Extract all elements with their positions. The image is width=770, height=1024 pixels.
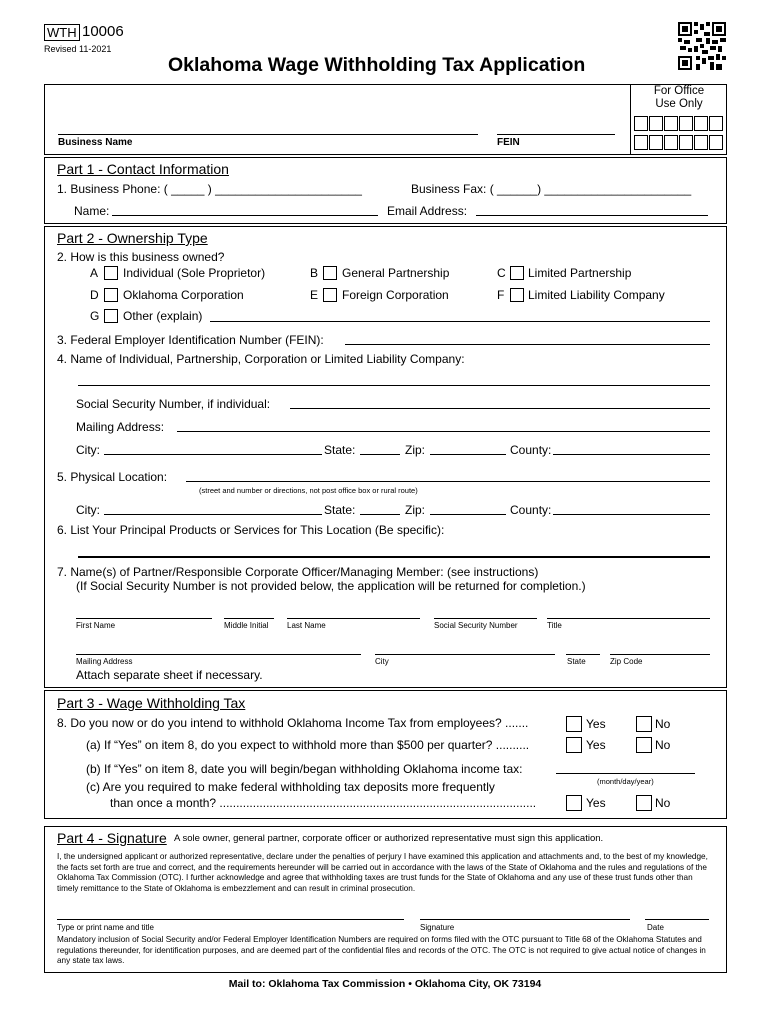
contact-name-label: Name: — [74, 204, 110, 218]
q2-label: 2. How is this business owned? — [57, 250, 225, 264]
partner-zip-line[interactable] — [610, 654, 710, 655]
q8a-yes-label: Yes — [586, 738, 606, 752]
q7-label: 7. Name(s) of Partner/Responsible Corporate Officer/Managing Member: (see instructions) — [57, 565, 539, 579]
part4-title: Part 4 - Signature — [57, 830, 167, 846]
declaration-text: I, the undersigned applicant or authorized representative, declare under the penalties of perjury I have examined this application and attachments and, to the best of my knowledge, the facts set forth are true and correct, and the requirements hereunder will be carried out in accordance with the laws of the State of Oklahoma and the rules and regulations of the Oklahoma Tax Commission (OTC). I further acknowledge and agree that withholding taxes are trust funds for the State of Oklahoma and any use of these trust funds other than timely remittance to the State of Oklahoma is embezzlement and can result in criminal prosecution. — [57, 852, 708, 893]
mailing-zip-label: Zip: — [405, 443, 426, 457]
option-e-checkbox[interactable] — [323, 288, 337, 302]
middle-initial-label: Middle Initial — [224, 621, 269, 630]
q8c-yes-checkbox[interactable] — [566, 795, 582, 811]
q8b-date-note: (month/day/year) — [597, 777, 654, 786]
office-use-cell — [649, 135, 663, 150]
part2-title: Part 2 - Ownership Type — [57, 230, 208, 246]
q8c-yes-label: Yes — [586, 796, 606, 810]
partner-ssn-label: Social Security Number — [434, 621, 518, 630]
partner-city-line[interactable] — [375, 654, 555, 655]
office-use-cell — [634, 116, 648, 131]
first-name-line[interactable] — [76, 618, 212, 619]
physical-county-label: County: — [510, 503, 552, 517]
option-b-checkbox[interactable] — [323, 266, 337, 280]
q8a-yes-checkbox[interactable] — [566, 737, 582, 753]
mailing-state-label: State: — [324, 443, 356, 457]
physical-state-label: State: — [324, 503, 356, 517]
q8-yes-label: Yes — [586, 717, 606, 731]
mailing-state-line[interactable] — [360, 454, 400, 455]
qr-code-icon — [678, 22, 726, 70]
q8-yes-checkbox[interactable] — [566, 716, 582, 732]
middle-initial-line[interactable] — [224, 618, 274, 619]
option-d-checkbox[interactable] — [104, 288, 118, 302]
q8a-no-checkbox[interactable] — [636, 737, 652, 753]
form-code: WTH — [44, 24, 80, 41]
part4-intro: A sole owner, general partner, corporate officer or authorized representative must sign this application. — [174, 833, 604, 844]
print-name-label: Type or print name and title — [57, 923, 154, 932]
ssn-line[interactable] — [290, 408, 710, 409]
option-g-label: Other (explain) — [123, 309, 203, 323]
ssn-label: Social Security Number, if individual: — [76, 397, 271, 411]
fein-label: FEIN — [497, 137, 520, 148]
partner-title-line[interactable] — [547, 618, 710, 619]
business-phone-label: 1. Business Phone: ( _____ ) ______________________ — [57, 182, 362, 196]
option-b-letter: B — [310, 266, 319, 280]
option-a-label: Individual (Sole Proprietor) — [123, 266, 266, 280]
option-d-label: Oklahoma Corporation — [123, 288, 244, 302]
q8c-label: (c) Are you required to make federal withholding tax deposits more frequently — [86, 780, 495, 794]
date-line[interactable] — [645, 919, 709, 920]
q8a-label: (a) If “Yes” on item 8, do you expect to withhold more than $500 per quarter? .......... — [86, 738, 530, 752]
physical-city-label: City: — [76, 503, 100, 517]
q4-label: 4. Name of Individual, Partnership, Corporation or Limited Liability Company: — [57, 352, 465, 366]
option-c-letter: C — [497, 266, 506, 280]
partner-state-label: State — [567, 657, 586, 666]
q8c-label-cont: than once a month? ............................................................................................... — [110, 796, 537, 810]
office-use-cell — [634, 135, 648, 150]
option-f-label: Limited Liability Company — [528, 288, 665, 302]
office-use-cell — [709, 135, 723, 150]
q8c-no-checkbox[interactable] — [636, 795, 652, 811]
option-a-letter: A — [90, 266, 99, 280]
office-use-cell — [679, 116, 693, 131]
option-e-letter: E — [310, 288, 319, 302]
option-f-checkbox[interactable] — [510, 288, 524, 302]
option-a-checkbox[interactable] — [104, 266, 118, 280]
attach-note: Attach separate sheet if necessary. — [76, 668, 263, 682]
option-g-checkbox[interactable] — [104, 309, 118, 323]
other-explain-line[interactable] — [210, 321, 710, 322]
q8-label: 8. Do you now or do you intend to withhold Oklahoma Income Tax from employees? ....... — [57, 716, 529, 730]
mailing-county-line[interactable] — [553, 454, 710, 455]
office-use-cell — [694, 116, 708, 131]
contact-name-line[interactable] — [112, 215, 378, 216]
business-name-line[interactable] — [58, 134, 478, 135]
q8c-no-label: No — [655, 796, 671, 810]
mailing-address-label: Mailing Address: — [76, 420, 165, 434]
option-b-label: General Partnership — [342, 266, 450, 280]
last-name-line[interactable] — [287, 618, 420, 619]
office-use-cell — [664, 116, 678, 131]
office-use-cell — [679, 135, 693, 150]
q6-label: 6. List Your Principal Products or Services for This Location (Be specific): — [57, 523, 445, 537]
email-line[interactable] — [476, 215, 708, 216]
last-name-label: Last Name — [287, 621, 326, 630]
q8-no-label: No — [655, 717, 671, 731]
mandatory-notice: Mandatory inclusion of Social Security and/or Federal Employer Identification Numbers are required on forms filed with the OTC pursuant to Title 68 of the Oklahoma Statutes and regulations thereunder, for identification purposes, and are deemed part of the confidential files and records of the OTC. The OTC is not required to give actual notice of changes in any state tax laws. — [57, 935, 706, 965]
q3-label: 3. Federal Employer Identification Number (FEIN): — [57, 333, 324, 347]
option-c-label: Limited Partnership — [528, 266, 632, 280]
physical-zip-label: Zip: — [405, 503, 426, 517]
mailing-city-label: City: — [76, 443, 100, 457]
partner-title-label: Title — [547, 621, 562, 630]
q8-no-checkbox[interactable] — [636, 716, 652, 732]
partner-mailing-label: Mailing Address — [76, 657, 133, 666]
office-use-cell — [709, 116, 723, 131]
partner-zip-label: Zip Code — [610, 657, 643, 666]
office-use-label: For Office Use Only — [653, 85, 705, 110]
date-label: Date — [647, 923, 664, 932]
office-use-cell — [694, 135, 708, 150]
print-name-line[interactable] — [57, 919, 404, 920]
option-f-letter: F — [497, 288, 505, 302]
part1-title: Part 1 - Contact Information — [57, 161, 229, 177]
mailing-county-label: County: — [510, 443, 552, 457]
page-title: Oklahoma Wage Withholding Tax Application — [168, 54, 586, 76]
physical-location-note: (street and number or directions, not post office box or rural route) — [199, 486, 418, 495]
option-d-letter: D — [90, 288, 99, 302]
q5-label: 5. Physical Location: — [57, 470, 168, 484]
office-use-cell — [664, 135, 678, 150]
fein-line[interactable] — [497, 134, 615, 135]
office-use-divider — [630, 84, 631, 155]
business-info-box — [44, 84, 727, 155]
partner-city-label: City — [375, 657, 389, 666]
physical-zip-line[interactable] — [430, 514, 506, 515]
revised-date: Revised 11-2021 — [44, 44, 112, 54]
mailing-zip-line[interactable] — [430, 454, 506, 455]
partner-mailing-line[interactable] — [76, 654, 361, 655]
physical-city-line[interactable] — [104, 514, 322, 515]
business-fax-label: Business Fax: ( ______) ______________________ — [411, 182, 692, 196]
part3-title: Part 3 - Wage Withholding Tax — [57, 695, 246, 711]
mailing-address-line[interactable] — [177, 431, 710, 432]
option-c-checkbox[interactable] — [510, 266, 524, 280]
q8b-label: (b) If “Yes” on item 8, date you will begin/began withholding Oklahoma income tax: — [86, 762, 523, 776]
products-services-line[interactable] — [78, 556, 710, 558]
partner-ssn-line[interactable] — [434, 618, 537, 619]
fein-number-line[interactable] — [345, 344, 710, 345]
form-number: 10006 — [82, 23, 124, 40]
q8b-date-line[interactable] — [556, 773, 695, 774]
mailing-city-line[interactable] — [104, 454, 322, 455]
office-use-cell — [649, 116, 663, 131]
q8a-no-label: No — [655, 738, 671, 752]
mail-to: Mail to: Oklahoma Tax Commission • Oklahoma City, OK 73194 — [228, 978, 542, 990]
first-name-label: First Name — [76, 621, 116, 630]
physical-location-line[interactable] — [186, 481, 710, 482]
physical-state-line[interactable] — [360, 514, 400, 515]
partner-state-line[interactable] — [566, 654, 600, 655]
email-label: Email Address: — [387, 204, 468, 218]
physical-county-line[interactable] — [553, 514, 710, 515]
option-e-label: Foreign Corporation — [342, 288, 449, 302]
option-g-letter: G — [90, 309, 100, 323]
signature-label: Signature — [420, 923, 455, 932]
q7-note: (If Social Security Number is not provided below, the application will be returned for completion.) — [76, 579, 586, 593]
business-name-label: Business Name — [58, 137, 133, 148]
signature-line[interactable] — [420, 919, 630, 920]
entity-name-line[interactable] — [78, 385, 710, 386]
